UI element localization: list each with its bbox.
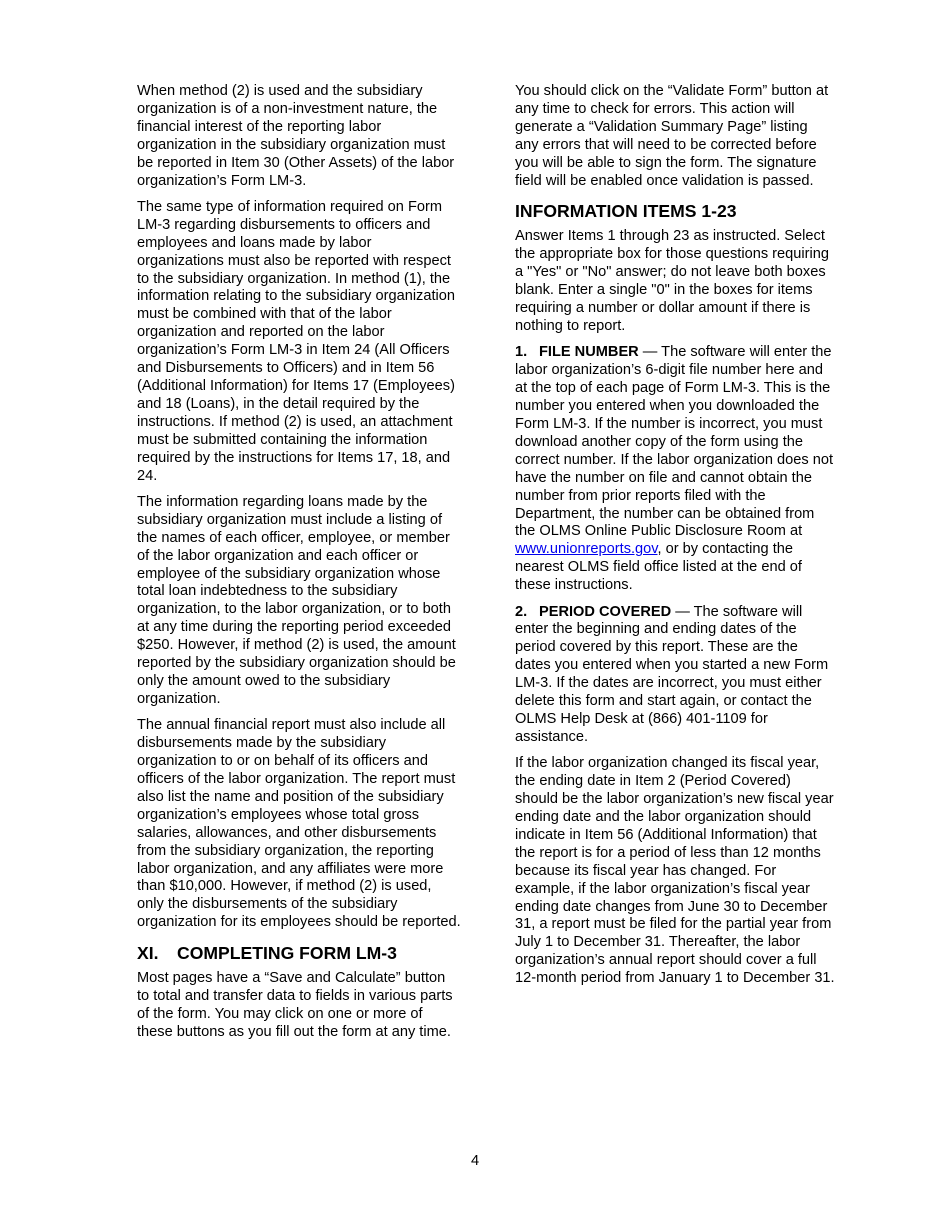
section-number: XI.	[137, 943, 159, 964]
item-file-number	[515, 344, 835, 595]
section-heading-information-items: INFORMATION ITEMS 1-23	[515, 201, 737, 222]
item-2-number: 2.	[515, 603, 528, 620]
item-1-text-before-link: — The software will enter the labor organization’s 6-digit file number here and at the top of each page of Form LM-3. This is the number you entered when you downloaded the Form LM-3. If the number is incorrect, you must download another copy of the form using the correct number. If the labor organization does not have the number on file and cannot obtain the number from prior reports filed with the Department, the number can be obtained from the OLMS Online Public Disclosure Room at	[515, 344, 834, 540]
paragraph-annual-financial-report: The annual financial report must also include all disbursements made by the subsidiary organization to or on behalf of its officers and officers of the labor organization. The report must also list the name and position of the subsidiary organization’s employees whose total gross salaries, allowances, and other disbursements from the subsidiary organization, the reporting labor organization, and any affiliates were more than $10,000. However, if method (2) is used, only the disbursements of the subsidiary organization for its employees should be reported.	[137, 717, 461, 931]
item-1-number: 1.	[515, 344, 528, 361]
unionreports-link[interactable]: www.unionreports.gov	[515, 541, 658, 558]
paragraph-fiscal-year-change: If the labor organization changed its fiscal year, the ending date in Item 2 (Period Covered) should be the labor organization’s new fiscal year ending date and the labor organization should indicate in Item 56 (Additional Information) that the report is for a period of less than 12 months because its fiscal year has changed. For example, if the labor organization’s fiscal year ending date changes from June 30 to December 31, a report must be filed for the partial year from July 1 to December 31. Thereafter, the labor organization’s annual report should cover a full 12-month period from January 1 to December 31.	[515, 755, 835, 987]
paragraph-validate-form: You should click on the “Validate Form” button at any time to check for errors. This action will generate a “Validation Summary Page” listing any errors that will need to be corrected before you will be able to sign the form. The signature field will be enabled once validation is passed.	[515, 83, 829, 189]
item-1-title: FILE NUMBER	[539, 344, 639, 361]
right-column	[515, 83, 835, 997]
item-2-text: — The software will enter the beginning and ending dates of the period covered by this report. These are the dates you entered when you started a new Form LM-3. If the dates are incorrect, you must either delete this form and start again, or contact the OLMS Help Desk at (866) 401-1109 for assistance.	[515, 603, 829, 745]
item-period-covered	[515, 604, 835, 747]
item-1-text-after-link: , or by contacting the nearest OLMS field office listed at the end of these instructions.	[515, 541, 802, 594]
paragraph-method-2-financial-interest: When method (2) is used and the subsidiary organization is of a non-investment nature, the financial interest of the reporting labor organization in the subsidiary organization must be reported in Item 30 (Other Assets) of the labor organization’s Form LM-3.	[137, 83, 455, 189]
item-2-title: PERIOD COVERED	[539, 603, 672, 620]
left-column	[137, 83, 461, 1050]
paragraph-save-and-calculate: Most pages have a “Save and Calculate” button to total and transfer data to fields in various parts of the form. You may click on one or more of these buttons as you fill out the form at any time.	[137, 970, 453, 1040]
page-number: 4	[470, 1153, 480, 1169]
paragraph-disbursements-loans: The same type of information required on Form LM-3 regarding disbursements to officers and employees and loans made by labor organizations must also be reported with respect to the subsidiary organization. In method (1), the information relating to the subsidiary organization must be combined with that of the labor organization and reported on the labor organization’s Form LM-3 in Item 24 (All Officers and Disbursements to Officers) and in Item 56 (Additional Information) for Items 17 (Employees) and 18 (Loans), in the detail required by the instructions. If method (2) is used, an attachment must be submitted containing the information required by the instructions for Items 17, 18, and 24.	[137, 198, 455, 484]
section-title: COMPLETING FORM LM-3	[177, 943, 397, 964]
paragraph-answer-items: Answer Items 1 through 23 as instructed. Select the appropriate box for those questions requiring a "Yes" or "No" answer; do not leave both boxes blank. Enter a single "0" in the boxes for items requiring a number or dollar amount if there is nothing to report.	[515, 228, 829, 334]
section-heading-completing-form	[137, 942, 461, 964]
paragraph-loans-subsidiary: The information regarding loans made by the subsidiary organization must include a listing of the names of each officer, employee, or member of the labor organization and each officer or employee of the subsidiary organization whose total loan indebtedness to the subsidiary organization, to the labor organization, or to both at any time during the reporting period exceeded $250. However, if method (2) is used, the amount reported by the subsidiary organization should be only the amount owed to the subsidiary organization.	[137, 493, 456, 707]
